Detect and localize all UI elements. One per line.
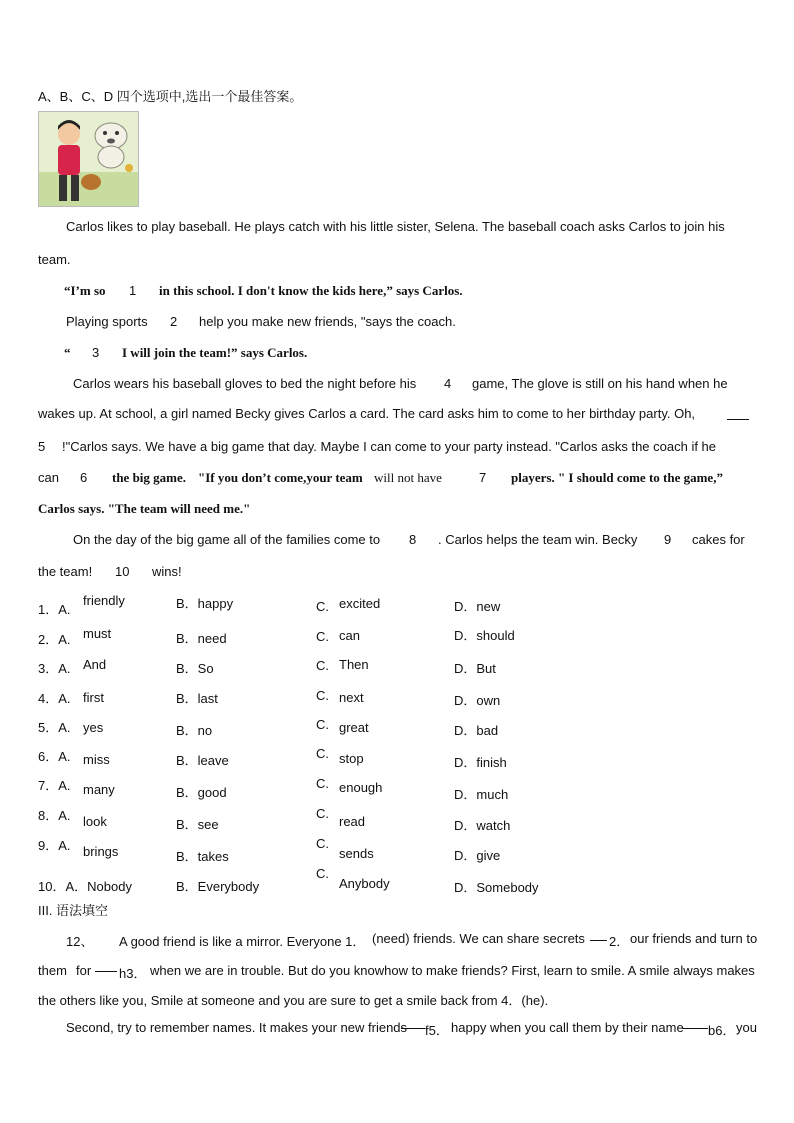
q3-option-d: D．But xyxy=(454,661,496,676)
q8-option-c: read xyxy=(339,814,366,829)
passage-line-8: !"Carlos says. We have a big game that day. Maybe I can come to your party instead. "Carlos asks the coach if he xyxy=(62,439,717,454)
q8-number: 8．A. xyxy=(38,808,71,823)
q3-option-b: B．So xyxy=(176,661,214,676)
q6-option-c-letter: C. xyxy=(316,746,329,761)
q7-option-d: D．much xyxy=(454,787,509,802)
q2-number: 2．A. xyxy=(38,632,71,647)
q6-option-c: stop xyxy=(339,751,364,766)
passage-line-12a: the team! xyxy=(38,564,93,579)
q12-line4-e: you xyxy=(736,1020,757,1035)
passage-line-10: Carlos says. "The team will need me." xyxy=(38,501,251,516)
q12-line2-d: when we are in trouble. But do you knowhow to make friends? First, learn to smile. A smile always makes xyxy=(150,963,755,978)
q12-blank-3: h3． xyxy=(119,966,147,981)
q6-number: 6．A. xyxy=(38,749,71,764)
q12-blank-3-underline xyxy=(95,971,117,972)
q7-option-b: B．good xyxy=(176,785,227,800)
q6-option-d: D．finish xyxy=(454,755,507,770)
q8-option-c-letter: C. xyxy=(316,806,329,821)
q2-option-d: D．should xyxy=(454,628,515,643)
passage-line-7: wakes up. At school, a girl named Becky gives Carlos a card. The card asks him to come to her birthday party. Oh, xyxy=(38,406,696,421)
q10-option-c: Anybody xyxy=(339,876,390,891)
passage-line-4b: help you make new friends, "says the coach. xyxy=(199,314,456,329)
blank-6: 6 xyxy=(80,470,88,485)
q3-option-c-letter: C. xyxy=(316,658,329,673)
q4-option-d: D．own xyxy=(454,693,501,708)
passage-line-9e: players. " I should come to the game,” xyxy=(511,470,723,485)
q1-option-b: B．happy xyxy=(176,596,234,611)
q12-text-b: (need) friends. We can share secrets xyxy=(372,931,585,946)
passage-line-11c: cakes for xyxy=(692,532,745,547)
passage-line-9b: the big game. xyxy=(112,470,187,485)
q1-option-a: friendly xyxy=(83,593,125,608)
blank-9: 9 xyxy=(664,532,672,547)
q2-option-b: B．need xyxy=(176,631,227,646)
q4-option-a: first xyxy=(83,690,104,705)
passage-line-12b: wins! xyxy=(152,564,182,579)
passage-line-3a: “I’m so xyxy=(64,283,106,298)
passage-line-9c: "If you don’t come,your team xyxy=(198,470,363,485)
q5-option-d: D．bad xyxy=(454,723,499,738)
q5-option-c-letter: C. xyxy=(316,717,329,732)
passage-line-6a: Carlos wears his baseball gloves to bed the night before his xyxy=(73,376,417,391)
q12-line3: the others like you, Smile at someone and you are sure to get a smile back from 4．(he). xyxy=(38,993,549,1008)
blank-2: 2 xyxy=(170,314,178,329)
q1-number: 1．A. xyxy=(38,602,71,617)
passage-line-5b: I will join the team!” says Carlos. xyxy=(122,345,308,360)
q12-line2-b: for xyxy=(76,963,92,978)
q12-blank-5: f5． xyxy=(425,1023,449,1038)
q3-number: 3．A. xyxy=(38,661,71,676)
q12-number: 12、 xyxy=(66,934,94,949)
q12-blank-2-underline xyxy=(590,940,607,941)
q12-blank-6: b6． xyxy=(708,1023,736,1038)
q9-option-d: D．give xyxy=(454,848,501,863)
blank-3: 3 xyxy=(92,345,100,360)
q10-option-c-letter: C. xyxy=(316,866,329,881)
q2-option-a: must xyxy=(83,626,112,641)
q12-line4-c: happy when you call them by their name xyxy=(451,1020,684,1035)
q1-option-c-letter: C. xyxy=(316,599,329,614)
passage-line-3b: in this school. I don't know the kids here,” says Carlos. xyxy=(159,283,463,298)
q2-option-c: can xyxy=(339,628,360,643)
q4-option-b: B．last xyxy=(176,691,218,706)
q12-line4-a: Second, try to remember names. It makes your new friends xyxy=(66,1020,408,1035)
q9-option-a: brings xyxy=(83,844,119,859)
q8-option-b: B．see xyxy=(176,817,219,832)
blank-5-underline xyxy=(727,419,749,420)
q9-number: 9．A. xyxy=(38,838,71,853)
q1-option-c: excited xyxy=(339,596,381,611)
q7-option-c: enough xyxy=(339,780,383,795)
q7-option-c-letter: C. xyxy=(316,776,329,791)
blank-4: 4 xyxy=(444,376,452,391)
q2-option-c-letter: C. xyxy=(316,629,329,644)
q9-option-b: B．takes xyxy=(176,849,229,864)
q3-option-c: Then xyxy=(339,657,369,672)
blank-1: 1 xyxy=(129,283,137,298)
q12-line2-a: them xyxy=(38,963,67,978)
illustration-boy-with-baseball-glove xyxy=(38,111,139,207)
q12-text-d: our friends and turn to xyxy=(630,931,758,946)
q5-option-a: yes xyxy=(83,720,104,735)
q10-number-and-option-a: 10．A．Nobody xyxy=(38,879,132,894)
section-3-title: III. 语法填空 xyxy=(38,903,109,918)
blank-8: 8 xyxy=(409,532,417,547)
q12-text-a: A good friend is like a mirror. Everyone 1． xyxy=(119,934,366,949)
passage-line-1: Carlos likes to play baseball. He plays catch with his little sister, Selena. The baseball coach asks Carlos to join his xyxy=(66,219,725,234)
q4-option-c-letter: C. xyxy=(316,688,329,703)
q5-option-b: B．no xyxy=(176,723,213,738)
q7-option-a: many xyxy=(83,782,115,797)
blank-5: 5 xyxy=(38,439,46,454)
q6-option-a: miss xyxy=(83,752,110,767)
q12-blank-2: 2． xyxy=(609,934,630,949)
q8-option-d: D．watch xyxy=(454,818,511,833)
instruction: A、B、C、D 四个选项中,选出一个最佳答案。 xyxy=(38,89,303,104)
passage-line-9d: will not have xyxy=(374,470,442,485)
q12-blank-5-underline xyxy=(401,1028,425,1029)
passage-line-9a: can xyxy=(38,470,59,485)
passage-line-11b: . Carlos helps the team win. Becky xyxy=(438,532,638,547)
passage-line-6b: game, The glove is still on his hand when he xyxy=(472,376,728,391)
q10-option-d: D．Somebody xyxy=(454,880,539,895)
q6-option-b: B．leave xyxy=(176,753,229,768)
blank-7: 7 xyxy=(479,470,487,485)
q5-number: 5．A. xyxy=(38,720,71,735)
q10-option-b: B．Everybody xyxy=(176,879,260,894)
q4-option-c: next xyxy=(339,690,364,705)
q4-number: 4．A. xyxy=(38,691,71,706)
q9-option-c: sends xyxy=(339,846,374,861)
q9-option-c-letter: C. xyxy=(316,836,329,851)
passage-line-2: team. xyxy=(38,252,71,267)
q7-number: 7．A. xyxy=(38,778,71,793)
q5-option-c: great xyxy=(339,720,369,735)
q3-option-a: And xyxy=(83,657,107,672)
q1-option-d: D．new xyxy=(454,599,501,614)
q12-blank-6-underline xyxy=(682,1028,708,1029)
passage-line-4a: Playing sports xyxy=(66,314,148,329)
blank-10: 10 xyxy=(115,564,130,579)
passage-line-11a: On the day of the big game all of the families come to xyxy=(73,532,381,547)
q8-option-a: look xyxy=(83,814,107,829)
passage-line-5a: “ xyxy=(64,345,71,360)
